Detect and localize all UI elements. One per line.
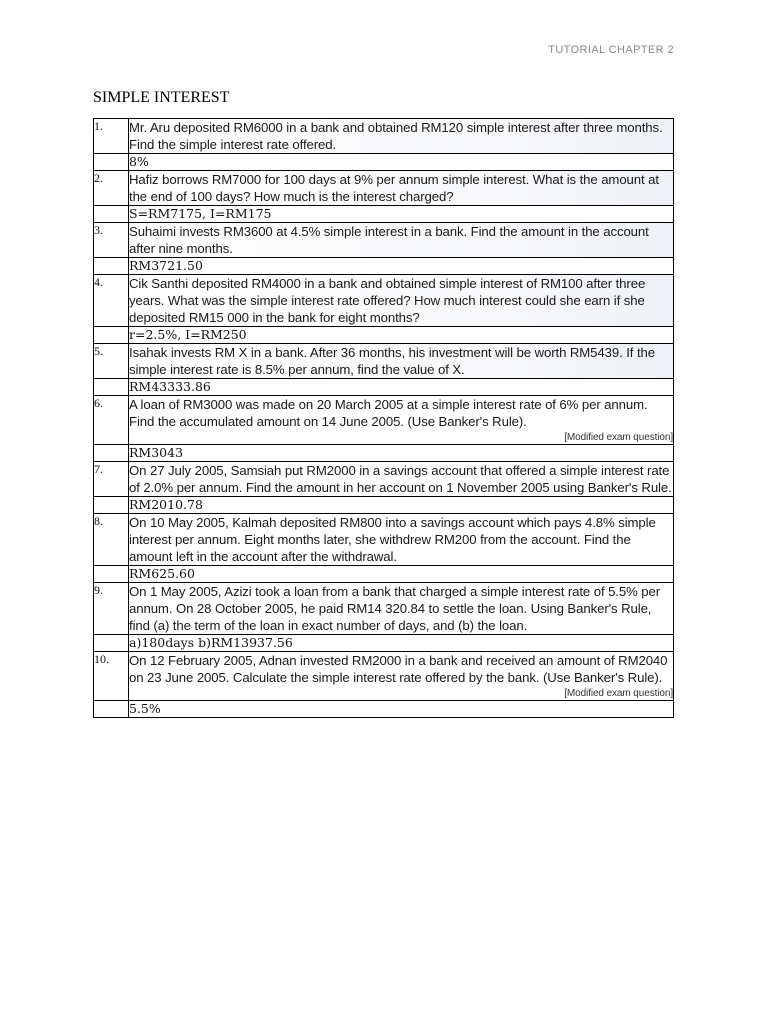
question-row xyxy=(94,171,674,206)
answer: 5.5% xyxy=(129,701,674,718)
answer-row xyxy=(94,635,674,652)
answer: r=2.5%, I=RM250 xyxy=(129,327,674,344)
question-text: Isahak invests RM X in a bank. After 36 months, his investment will be worth RM5439. If the simple interest rate is 8.5% per annum, find the value of X. xyxy=(129,344,674,379)
answer: a)180days b)RM13937.56 xyxy=(129,635,674,652)
question-number: 9. xyxy=(94,583,129,635)
question-number: 8. xyxy=(94,514,129,566)
question-row xyxy=(94,652,674,701)
question-number: 2. xyxy=(94,171,129,206)
question-number: 7. xyxy=(94,462,129,497)
question-row xyxy=(94,514,674,566)
question-text: On 12 February 2005, Adnan invested RM2000 in a bank and received an amount of RM2040 on 23 June 2005. Calculate the simple interest rate offered by the bank. (Use Banker's Rule). [Modified exam question] xyxy=(129,653,673,699)
answer-row xyxy=(94,379,674,396)
answer: RM625.60 xyxy=(129,566,674,583)
question-number: 4. xyxy=(94,275,129,327)
document-title: SIMPLE INTEREST xyxy=(93,89,230,106)
answer-row xyxy=(94,154,674,171)
question-row xyxy=(94,344,674,379)
answer-row xyxy=(94,701,674,718)
question-text: Suhaimi invests RM3600 at 4.5% simple interest in a bank. Find the amount in the account after nine months. xyxy=(129,223,674,258)
exam-note: [Modified exam question] xyxy=(564,432,673,443)
question-row xyxy=(94,396,674,445)
answer-row xyxy=(94,497,674,514)
answer-row xyxy=(94,445,674,462)
question-text: Mr. Aru deposited RM6000 in a bank and obtained RM120 simple interest after three months. Find the simple interest rate offered. xyxy=(129,119,674,154)
question-text: On 10 May 2005, Kalmah deposited RM800 into a savings account which pays 4.8% simple interest per annum. Eight months later, she withdrew RM200 from the account. Find the amount left in the account after the withdrawal. xyxy=(129,514,674,566)
answer-row xyxy=(94,258,674,275)
question-number: 6. xyxy=(94,396,129,445)
answer: RM43333.86 xyxy=(129,379,674,396)
answer: RM3043 xyxy=(129,445,674,462)
question-row xyxy=(94,223,674,258)
answer: RM2010.78 xyxy=(129,497,674,514)
question-number: 3. xyxy=(94,223,129,258)
answer: 8% xyxy=(129,154,674,171)
answer: RM3721.50 xyxy=(129,258,674,275)
page-header: TUTORIAL CHAPTER 2 xyxy=(548,44,674,56)
question-text: A loan of RM3000 was made on 20 March 2005 at a simple interest rate of 6% per annum. Find the accumulated amount on 14 June 2005. (Use Banker's Rule). [Modified exam question] xyxy=(129,397,673,443)
answer-row xyxy=(94,206,674,223)
question-row xyxy=(94,462,674,497)
tutorial-table xyxy=(93,118,674,718)
question-text: Hafiz borrows RM7000 for 100 days at 9% per annum simple interest. What is the amount at the end of 100 days? How much is the interest charged? xyxy=(129,171,674,206)
question-text: On 1 May 2005, Azizi took a loan from a bank that charged a simple interest rate of 5.5% per annum. On 28 October 2005, he paid RM14 320.84 to settle the loan. Using Banker's Rule, find (a) the term of the loan in exact number of days, and (b) the loan. xyxy=(129,583,674,635)
question-row xyxy=(94,275,674,327)
question-text: Cik Santhi deposited RM4000 in a bank and obtained simple interest of RM100 after three years. What was the simple interest rate offered? How much interest could she earn if she deposited RM15 000 in the bank for eight months? xyxy=(129,275,674,327)
question-row xyxy=(94,119,674,154)
answer: S=RM7175, I=RM175 xyxy=(129,206,674,223)
question-number: 10. xyxy=(94,652,129,701)
exam-note: [Modified exam question] xyxy=(564,688,673,699)
question-number: 5. xyxy=(94,344,129,379)
answer-row xyxy=(94,566,674,583)
question-number: 1. xyxy=(94,119,129,154)
answer-row xyxy=(94,327,674,344)
question-row xyxy=(94,583,674,635)
question-text: On 27 July 2005, Samsiah put RM2000 in a savings account that offered a simple interest rate of 2.0% per annum. Find the amount in her account on 1 November 2005 using Banker's Rule. xyxy=(129,463,672,495)
